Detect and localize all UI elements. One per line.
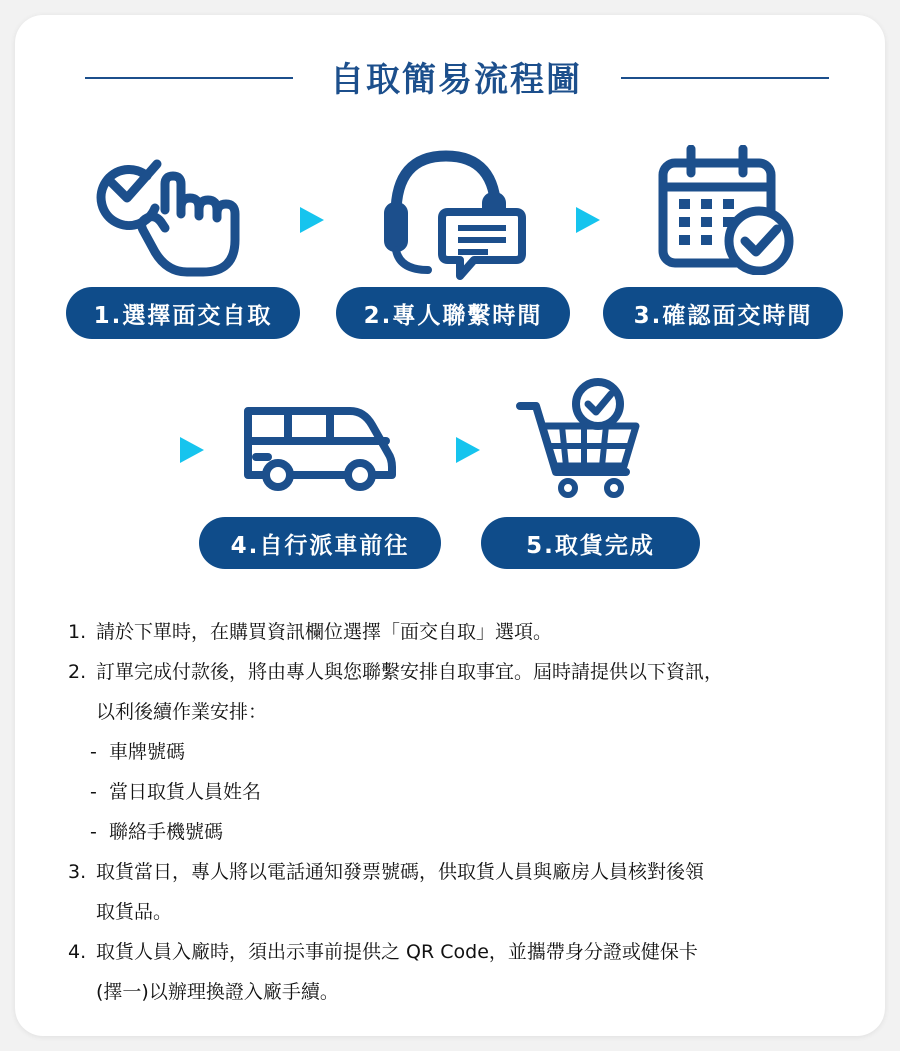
step-1-pill: 1.選擇面交自取 — [66, 287, 300, 339]
note-item — [68, 612, 858, 652]
note-line: 取貨人員入廠時，須出示事前提供之 QR Code，並攜帶身分證或健保卡 — [96, 941, 698, 963]
title-row — [0, 0, 900, 130]
note-subitem: - 車牌號碼 — [90, 741, 186, 763]
page-title: 自取簡易流程圖 — [330, 60, 582, 100]
note-item — [68, 852, 858, 932]
step-3-pill: 3.確認面交時間 — [603, 287, 843, 339]
headset-chat-icon — [378, 142, 526, 282]
van-icon — [238, 403, 398, 493]
note-line: 請於下單時，在購買資訊欄位選擇「面交自取」選項。 — [96, 621, 553, 643]
cart-check-icon — [516, 378, 641, 500]
calendar-check-icon — [655, 145, 800, 275]
flow-arrow-3 — [180, 437, 204, 463]
flow-arrow-4 — [456, 437, 480, 463]
tap-check-icon — [95, 148, 250, 278]
note-subitem: - 當日取貨人員姓名 — [90, 781, 262, 803]
note-number: 2. — [68, 661, 87, 683]
note-line: (擇一)以辦理換證入廠手續。 — [96, 981, 339, 1003]
notes-list — [68, 612, 858, 1012]
note-number: 4. — [68, 941, 87, 963]
note-line: 以利後續作業安排： — [96, 701, 268, 723]
note-line: 取貨品。 — [96, 901, 173, 923]
flow-arrow-1 — [300, 207, 324, 233]
title-divider-right — [621, 77, 829, 79]
note-subitem: - 聯絡手機號碼 — [90, 821, 224, 843]
step-5-pill: 5.取貨完成 — [481, 517, 700, 569]
note-number: 1. — [68, 621, 87, 643]
note-item — [68, 652, 858, 732]
step-4-pill: 4.自行派車前往 — [199, 517, 441, 569]
note-item — [68, 932, 858, 1012]
step-2-pill: 2.專人聯繫時間 — [336, 287, 570, 339]
title-divider-left — [85, 77, 293, 79]
note-line: 取貨當日，專人將以電話通知發票號碼，供取貨人員與廠房人員核對後領 — [96, 861, 705, 883]
note-number: 3. — [68, 861, 87, 883]
note-line: 訂單完成付款後，將由專人與您聯繫安排自取事宜。屆時請提供以下資訊， — [96, 661, 724, 683]
flow-arrow-2 — [576, 207, 600, 233]
